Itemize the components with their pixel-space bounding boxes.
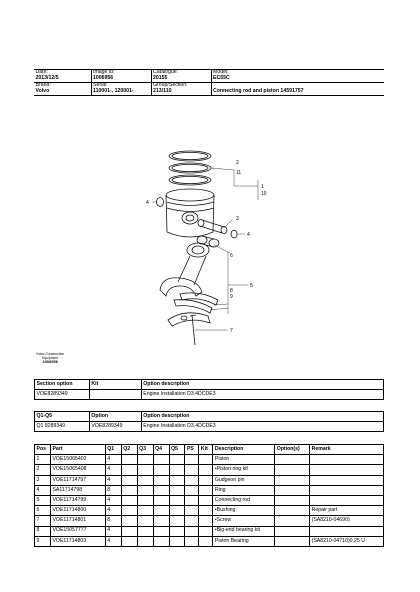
parts-header-row bbox=[35, 445, 384, 455]
callout-1: 1 bbox=[261, 184, 264, 190]
q3-cell bbox=[137, 465, 153, 475]
q1-q5-table bbox=[34, 411, 384, 432]
callout-3: 3 bbox=[236, 216, 239, 222]
q3-cell bbox=[137, 495, 153, 505]
description-cell: Ring bbox=[213, 485, 275, 495]
part-cell: SA11714798 bbox=[50, 485, 105, 495]
ps-cell bbox=[185, 495, 199, 505]
remark-cell: Repair part bbox=[310, 506, 384, 516]
remark-cell: (SA8210-04690) bbox=[310, 516, 384, 526]
catalogue-label: Catalogue: bbox=[153, 69, 179, 75]
table-row bbox=[35, 422, 384, 432]
pos-header: Pos bbox=[35, 445, 51, 455]
q3-header: Q3 bbox=[137, 445, 153, 455]
q4-header: Q4 bbox=[153, 445, 169, 455]
q2-cell bbox=[121, 536, 137, 546]
description-cell: •Piston ring kit bbox=[213, 465, 275, 475]
pos-cell: 8 bbox=[35, 526, 51, 536]
q1-cell: 8 bbox=[105, 485, 121, 495]
part-cell: VOE15057777 bbox=[50, 526, 105, 536]
piston-rings-illustration bbox=[169, 151, 211, 185]
q1-cell: 4 bbox=[105, 475, 121, 485]
q1-cell: 4 bbox=[105, 526, 121, 536]
kit-cell bbox=[199, 516, 213, 526]
q3-cell bbox=[137, 516, 153, 526]
remark-cell bbox=[310, 485, 384, 495]
description-header: Description bbox=[213, 445, 275, 455]
description-cell: Gudgeon pin bbox=[213, 475, 275, 485]
brand-label: Brand: bbox=[35, 82, 51, 88]
q2-cell bbox=[121, 526, 137, 536]
q3-cell bbox=[137, 506, 153, 516]
kit-cell bbox=[199, 455, 213, 465]
table-row bbox=[35, 485, 384, 495]
part-cell: VOE11714801 bbox=[50, 516, 105, 526]
table-row bbox=[35, 455, 384, 465]
brand-value: Volvo bbox=[35, 87, 50, 94]
section-option-header: Section option bbox=[35, 380, 90, 390]
option-header: Option bbox=[89, 412, 141, 422]
remark-cell bbox=[310, 526, 384, 536]
table-row bbox=[35, 526, 384, 536]
callout-11: 11 bbox=[236, 170, 242, 176]
callout-4a: 4 bbox=[146, 200, 149, 206]
q5-cell bbox=[169, 475, 185, 485]
kit-col-header: Kit bbox=[199, 445, 213, 455]
section-option-table bbox=[34, 379, 384, 400]
callout-9: 9 bbox=[230, 294, 233, 300]
remark-cell: (SA8210-04710)0,25 U bbox=[310, 536, 384, 546]
ps-cell bbox=[185, 485, 199, 495]
remark-cell bbox=[310, 465, 384, 475]
option-value: VOE8289349 bbox=[89, 422, 141, 432]
ps-cell bbox=[185, 536, 199, 546]
q4-cell bbox=[153, 465, 169, 475]
date-value: 2013/12/5 bbox=[35, 74, 59, 81]
q2-cell bbox=[121, 506, 137, 516]
remark-cell bbox=[310, 475, 384, 485]
caption-line-2: Equipment bbox=[42, 356, 59, 361]
description-cell: Piston Bearing bbox=[213, 536, 275, 546]
kit-cell bbox=[199, 465, 213, 475]
ps-cell bbox=[185, 526, 199, 536]
q4-cell bbox=[153, 526, 169, 536]
caption-id: 1006956 bbox=[42, 359, 58, 365]
q3-cell bbox=[137, 475, 153, 485]
snap-ring-left-illustration bbox=[157, 198, 164, 207]
q1-cell: 4 bbox=[105, 465, 121, 475]
callout-10: 10 bbox=[261, 191, 267, 197]
remark-header: Remark bbox=[310, 445, 384, 455]
callout-6: 6 bbox=[230, 253, 233, 259]
kit-cell bbox=[199, 506, 213, 516]
q4-cell bbox=[153, 536, 169, 546]
callout-7: 7 bbox=[230, 328, 233, 334]
pos-cell: 5 bbox=[35, 495, 51, 505]
q5-cell bbox=[169, 485, 185, 495]
part-cell: VOE11714799 bbox=[50, 495, 105, 505]
part-header: Part bbox=[50, 445, 105, 455]
header-info-table bbox=[34, 69, 384, 96]
image-id-cell bbox=[91, 70, 151, 83]
q5-cell bbox=[169, 536, 185, 546]
description-cell: •Screw bbox=[213, 516, 275, 526]
options-cell bbox=[275, 536, 310, 546]
table-row bbox=[35, 390, 384, 400]
title-cell bbox=[211, 82, 384, 95]
kit-header: Kit bbox=[89, 380, 141, 390]
brand-cell bbox=[34, 82, 91, 95]
description-cell: Connecting rod bbox=[213, 495, 275, 505]
q3-cell bbox=[137, 485, 153, 495]
pos-cell: 2 bbox=[35, 465, 51, 475]
kit-cell bbox=[199, 475, 213, 485]
q1-header: Q1 bbox=[105, 445, 121, 455]
callout-4b: 4 bbox=[247, 232, 250, 238]
drawing-caption bbox=[36, 352, 64, 365]
options-cell bbox=[275, 485, 310, 495]
q5-cell bbox=[169, 526, 185, 536]
options-cell bbox=[275, 465, 310, 475]
q5-cell bbox=[169, 516, 185, 526]
part-cell: VOE15065408 bbox=[50, 465, 105, 475]
q4-cell bbox=[153, 506, 169, 516]
model-label: Model: bbox=[213, 69, 229, 75]
catalogue-value: 20155 bbox=[153, 74, 168, 81]
page-title: Connecting rod and piston 14591757 bbox=[213, 87, 304, 94]
q5-cell bbox=[169, 495, 185, 505]
q1-cell: 4 bbox=[105, 455, 121, 465]
exploded-parts-drawing bbox=[140, 140, 280, 350]
description-cell: •Big-end bearing kit bbox=[213, 526, 275, 536]
serial-value: 110001-, 120001- bbox=[93, 87, 134, 94]
options-cell bbox=[275, 516, 310, 526]
image-id-label: Image id: bbox=[93, 69, 115, 75]
caption-line-1: Volvo Construction bbox=[36, 352, 65, 356]
q3-cell bbox=[137, 455, 153, 465]
table-row bbox=[35, 516, 384, 526]
q-option-description-value: Engine Installation D3.4DCDE3 bbox=[141, 422, 383, 432]
pos-cell: 1 bbox=[35, 455, 51, 465]
q4-cell bbox=[153, 485, 169, 495]
q4-cell bbox=[153, 495, 169, 505]
q2-cell bbox=[121, 465, 137, 475]
table-row bbox=[35, 475, 384, 485]
pos-cell: 9 bbox=[35, 536, 51, 546]
q5-cell bbox=[169, 455, 185, 465]
q2-cell bbox=[121, 455, 137, 465]
date-cell bbox=[34, 70, 91, 83]
image-id-value: 1006956 bbox=[93, 74, 114, 81]
q5-header: Q5 bbox=[169, 445, 185, 455]
callout-5: 5 bbox=[250, 283, 253, 289]
table-row bbox=[35, 495, 384, 505]
q4-cell bbox=[153, 455, 169, 465]
part-cell: VOE15065402 bbox=[50, 455, 105, 465]
q1-q5-header: Q1-Q5 bbox=[35, 412, 90, 422]
q3-cell bbox=[137, 526, 153, 536]
ps-header: PS bbox=[185, 445, 199, 455]
q-option-description-header: Option description bbox=[141, 412, 383, 422]
group-value: 213/110 bbox=[153, 87, 172, 94]
q2-cell bbox=[121, 485, 137, 495]
date-label: Date: bbox=[35, 69, 48, 75]
q2-cell bbox=[121, 516, 137, 526]
pos-cell: 3 bbox=[35, 475, 51, 485]
q2-header: Q2 bbox=[121, 445, 137, 455]
part-cell: VOE11714797 bbox=[50, 475, 105, 485]
q5-cell bbox=[169, 506, 185, 516]
q4-cell bbox=[153, 516, 169, 526]
q1-cell: 4 bbox=[105, 506, 121, 516]
callout-2: 2 bbox=[236, 160, 239, 166]
q1-cell: 4 bbox=[105, 536, 121, 546]
options-cell bbox=[275, 495, 310, 505]
model-value: EC55C bbox=[213, 74, 230, 81]
q2-cell bbox=[121, 495, 137, 505]
options-cell bbox=[275, 475, 310, 485]
bushing-illustration bbox=[197, 236, 219, 247]
kit-cell bbox=[199, 526, 213, 536]
pos-cell: 7 bbox=[35, 516, 51, 526]
description-cell: •Bushing bbox=[213, 506, 275, 516]
option-description-header: Option description bbox=[141, 380, 383, 390]
group-label: Group/Section: bbox=[153, 82, 188, 88]
serial-cell bbox=[91, 82, 151, 95]
section-option-value: VOE8289349 bbox=[35, 390, 90, 400]
group-cell bbox=[151, 82, 211, 95]
catalogue-cell bbox=[151, 70, 211, 83]
q4-cell bbox=[153, 475, 169, 485]
options-cell bbox=[275, 506, 310, 516]
serial-label: Serial: bbox=[93, 82, 108, 88]
table-row bbox=[35, 536, 384, 546]
callout-8: 8 bbox=[230, 288, 233, 294]
part-cell: VOE11714803 bbox=[50, 536, 105, 546]
model-cell bbox=[211, 70, 384, 83]
kit-cell bbox=[199, 485, 213, 495]
q1-cell: 4 bbox=[105, 495, 121, 505]
q5-cell bbox=[169, 465, 185, 475]
ps-cell bbox=[185, 516, 199, 526]
pos-cell: 4 bbox=[35, 485, 51, 495]
part-cell: VOE11714800 bbox=[50, 506, 105, 516]
ps-cell bbox=[185, 455, 199, 465]
ps-cell bbox=[185, 506, 199, 516]
parts-table bbox=[34, 444, 384, 547]
options-header: Option(s) bbox=[275, 445, 310, 455]
q2-cell bbox=[121, 475, 137, 485]
remark-cell bbox=[310, 455, 384, 465]
kit-cell bbox=[199, 536, 213, 546]
options-cell bbox=[275, 526, 310, 536]
q1-cell: 8 bbox=[105, 516, 121, 526]
table-row bbox=[35, 465, 384, 475]
connecting-rod-illustration bbox=[160, 243, 209, 296]
ps-cell bbox=[185, 475, 199, 485]
description-cell: Piston bbox=[213, 455, 275, 465]
ps-cell bbox=[185, 465, 199, 475]
kit-value bbox=[89, 390, 141, 400]
pos-cell: 6 bbox=[35, 506, 51, 516]
kit-cell bbox=[199, 495, 213, 505]
piston-illustration bbox=[166, 189, 214, 237]
option-description-value: Engine Installation D3.4DCDE3 bbox=[141, 390, 383, 400]
options-cell bbox=[275, 455, 310, 465]
q3-cell bbox=[137, 536, 153, 546]
remark-cell bbox=[310, 495, 384, 505]
q1-value: Q1 8289349 bbox=[35, 422, 90, 432]
table-row bbox=[35, 506, 384, 516]
rod-cap-illustration bbox=[168, 313, 210, 326]
